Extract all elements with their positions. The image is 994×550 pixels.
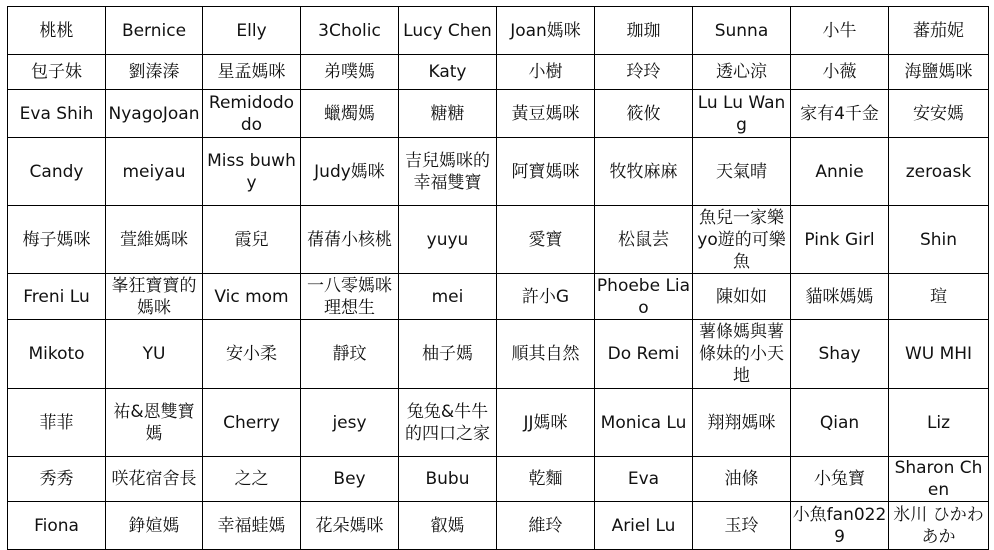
table-cell: Sunna [693,7,791,55]
table-cell: 靜玟 [301,320,399,389]
table-cell: Qian [791,389,889,457]
table-cell: Eva Shih [8,90,106,138]
table-cell: 柚子媽 [399,320,497,389]
table-row [8,389,989,457]
table-cell: Shay [791,320,889,389]
table-cell: 許小G [497,274,595,320]
table-cell: 筱攸 [595,90,693,138]
table-row [8,457,989,502]
table-cell: 星孟媽咪 [203,55,301,90]
table-cell: 維玲 [497,502,595,550]
table-cell: 包子妹 [8,55,106,90]
table-cell: 阿寶媽咪 [497,138,595,206]
names-table-body [8,7,989,550]
table-cell: zeroask [889,138,989,206]
table-cell: Vic mom [203,274,301,320]
table-cell: 愛寶 [497,206,595,274]
table-cell: 小魚fan0229 [791,502,889,550]
table-cell: 黃豆媽咪 [497,90,595,138]
table-row [8,7,989,55]
table-cell: Elly [203,7,301,55]
table-cell: 劉溱溱 [106,55,203,90]
table-cell: 珈珈 [595,7,693,55]
table-cell: 秀秀 [8,457,106,502]
table-cell: 幸福蛙媽 [203,502,301,550]
table-cell: 天氣晴 [693,138,791,206]
table-cell: Lucy Chen [399,7,497,55]
table-cell: 氷川 ひかわ あか [889,502,989,550]
table-row [8,90,989,138]
table-row [8,274,989,320]
table-cell: Bubu [399,457,497,502]
table-cell: 安安媽 [889,90,989,138]
table-cell: 之之 [203,457,301,502]
table-cell: 翔翔媽咪 [693,389,791,457]
table-cell: 瑄 [889,274,989,320]
table-cell: 蕃茄妮 [889,7,989,55]
table-row [8,320,989,389]
table-cell: YU [106,320,203,389]
table-cell: 峯狂寶寶的媽咪 [106,274,203,320]
table-row [8,55,989,90]
table-cell: 小兔寶 [791,457,889,502]
table-cell: 玉玲 [693,502,791,550]
table-cell: Phoebe Liao [595,274,693,320]
table-cell: yuyu [399,206,497,274]
table-cell: 松鼠芸 [595,206,693,274]
table-cell: Cherry [203,389,301,457]
table-cell: Fiona [8,502,106,550]
table-cell: 蠟燭媽 [301,90,399,138]
table-cell: 海鹽媽咪 [889,55,989,90]
table-cell: 一八零媽咪理想生 [301,274,399,320]
table-cell: 魚兒一家樂yo遊的可樂魚 [693,206,791,274]
table-row [8,138,989,206]
table-cell: 吉兒媽咪的幸福雙寶 [399,138,497,206]
table-cell: 桃桃 [8,7,106,55]
table-cell: 弟噗媽 [301,55,399,90]
table-cell: 陳如如 [693,274,791,320]
table-cell: 順其自然 [497,320,595,389]
table-cell: Annie [791,138,889,206]
table-cell: Joan媽咪 [497,7,595,55]
table-cell: 叡媽 [399,502,497,550]
table-cell: 油條 [693,457,791,502]
table-cell: 糖糖 [399,90,497,138]
table-cell: jesy [301,389,399,457]
table-cell: 花朵媽咪 [301,502,399,550]
table-cell: 安小柔 [203,320,301,389]
table-cell: 3Cholic [301,7,399,55]
table-cell: Miss buwhy [203,138,301,206]
table-cell: Lu Lu Wang [693,90,791,138]
table-cell: Bey [301,457,399,502]
table-cell: 薯條媽與薯條妹的小天地 [693,320,791,389]
table-cell: 小牛 [791,7,889,55]
table-cell: 乾麵 [497,457,595,502]
table-cell: Monica Lu [595,389,693,457]
table-cell: Liz [889,389,989,457]
table-cell: 玲玲 [595,55,693,90]
table-cell: 菲菲 [8,389,106,457]
table-cell: WU MHI [889,320,989,389]
table-cell: Eva [595,457,693,502]
table-cell: Freni Lu [8,274,106,320]
table-row [8,502,989,550]
table-cell: 家有4千金 [791,90,889,138]
table-cell: 霞兒 [203,206,301,274]
table-cell: 透心涼 [693,55,791,90]
table-cell: Katy [399,55,497,90]
table-cell: mei [399,274,497,320]
table-cell: JJ媽咪 [497,389,595,457]
table-cell: 小樹 [497,55,595,90]
table-cell: Sharon Chen [889,457,989,502]
table-cell: 萱維媽咪 [106,206,203,274]
table-row [8,206,989,274]
table-cell: 兔兔&牛牛的四口之家 [399,389,497,457]
table-cell: Do Remi [595,320,693,389]
table-cell: Bernice [106,7,203,55]
table-cell: Pink Girl [791,206,889,274]
table-cell: 梅子媽咪 [8,206,106,274]
table-cell: 蒨蒨小核桃 [301,206,399,274]
table-cell: 小薇 [791,55,889,90]
table-cell: Ariel Lu [595,502,693,550]
table-cell: 貓咪媽媽 [791,274,889,320]
table-cell: 牧牧麻麻 [595,138,693,206]
table-cell: 祐&恩雙寶媽 [106,389,203,457]
table-cell: Candy [8,138,106,206]
table-cell: Judy媽咪 [301,138,399,206]
table-cell: Shin [889,206,989,274]
table-cell: meiyau [106,138,203,206]
table-cell: Remidododo [203,90,301,138]
table-cell: Mikoto [8,320,106,389]
names-table [7,6,989,550]
table-cell: 錚媗媽 [106,502,203,550]
table-cell: NyagoJoan [106,90,203,138]
table-cell: 咲花宿舍長 [106,457,203,502]
